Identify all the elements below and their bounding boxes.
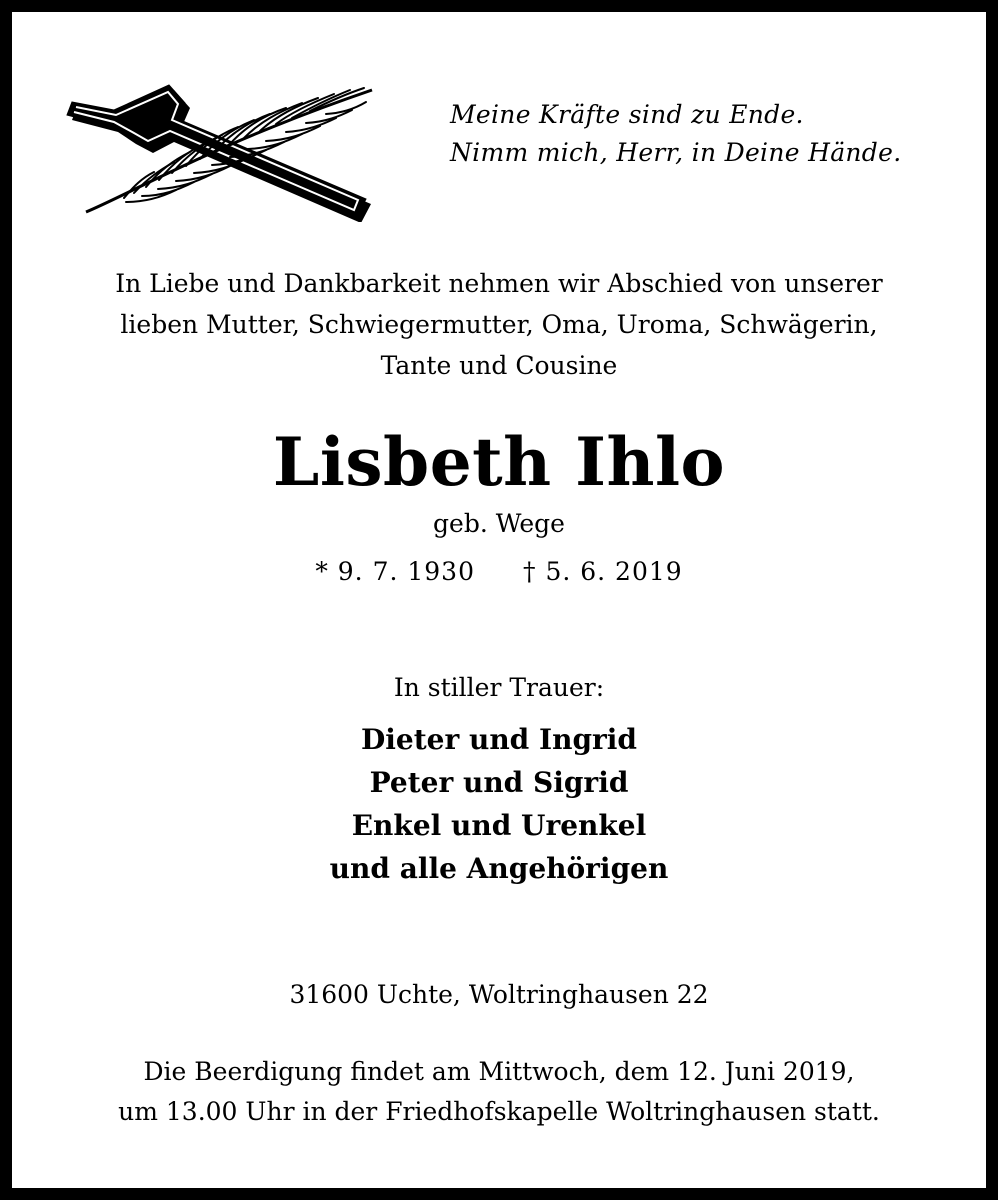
funeral-line: Die Beerdigung findet am Mittwoch, dem 12. Juni 2019,	[143, 1057, 855, 1086]
maiden-name: geb. Wege	[433, 509, 565, 538]
mourners-list	[12, 718, 986, 890]
mourner-entry: Peter und Sigrid	[369, 766, 629, 799]
verse-line: Meine Kräfte sind zu Ende.	[450, 100, 804, 129]
verse	[450, 96, 970, 172]
birth-date: * 9. 7. 1930	[315, 557, 475, 586]
mourner-entry: Dieter und Ingrid	[360, 723, 638, 756]
death-date: † 5. 6. 2019	[523, 557, 683, 586]
cross-with-palm-branch-icon	[64, 74, 376, 222]
mourning-label: In stiller Trauer:	[393, 673, 605, 702]
verse-line: Nimm mich, Herr, in Deine Hände.	[450, 138, 902, 167]
mourner-entry: Enkel und Urenkel	[351, 809, 647, 842]
life-dates	[12, 554, 986, 590]
funeral-info	[12, 1052, 986, 1132]
intro-text	[12, 263, 986, 386]
intro-line: In Liebe und Dankbarkeit nehmen wir Abschied von unserer	[115, 269, 883, 298]
intro-line: lieben Mutter, Schwiegermutter, Oma, Uroma, Schwägerin,	[120, 310, 878, 339]
intro-line: Tante und Cousine	[380, 351, 618, 380]
mourner-entry: und alle Angehörigen	[329, 852, 669, 885]
deceased-name: Lisbeth Ihlo	[272, 423, 726, 501]
funeral-line: um 13.00 Uhr in der Friedhofskapelle Woltringhausen statt.	[118, 1097, 880, 1126]
address: 31600 Uchte, Woltringhausen 22	[289, 980, 709, 1009]
